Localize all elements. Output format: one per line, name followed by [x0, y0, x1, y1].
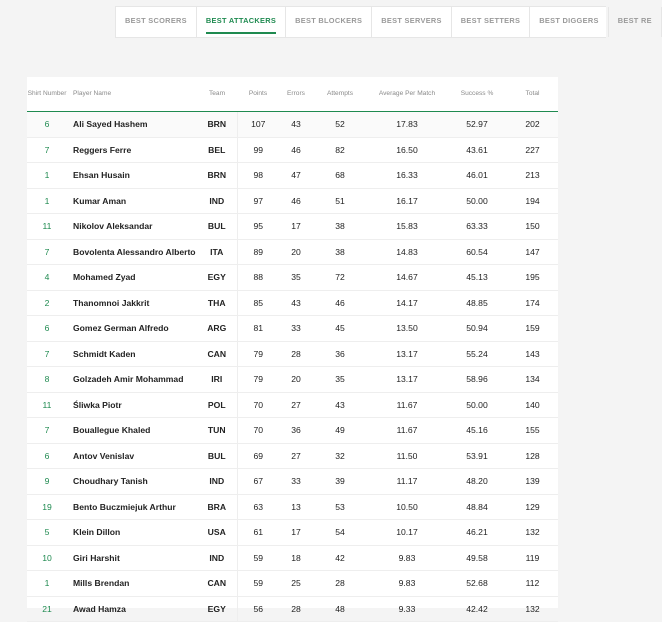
cell-shirt-number: 7	[27, 137, 67, 163]
cell-average-per-match: 14.83	[367, 239, 447, 265]
cell-success-percent: 50.00	[447, 188, 507, 214]
cell-total: 227	[507, 137, 558, 163]
cell-shirt-number: 6	[27, 112, 67, 138]
cell-shirt-number: 7	[27, 239, 67, 265]
cell-team: EGY	[197, 265, 237, 291]
cell-attempts: 35	[313, 367, 367, 393]
cell-average-per-match: 10.50	[367, 494, 447, 520]
cell-success-percent: 52.68	[447, 571, 507, 597]
cell-attempts: 82	[313, 137, 367, 163]
cell-points: 107	[237, 112, 279, 138]
cell-team: THA	[197, 290, 237, 316]
table-row[interactable]	[27, 443, 558, 469]
cell-total: 140	[507, 392, 558, 418]
cell-success-percent: 50.00	[447, 392, 507, 418]
cell-player-name: Ehsan Husain	[67, 163, 197, 189]
cell-total: 194	[507, 188, 558, 214]
cell-total: 143	[507, 341, 558, 367]
cell-team: BEL	[197, 137, 237, 163]
cell-points: 67	[237, 469, 279, 495]
cell-attempts: 38	[313, 214, 367, 240]
cell-success-percent: 48.84	[447, 494, 507, 520]
cell-average-per-match: 16.50	[367, 137, 447, 163]
col-header-player-name[interactable]: Player Name	[67, 77, 197, 112]
cell-success-percent: 49.58	[447, 545, 507, 571]
cell-attempts: 28	[313, 571, 367, 597]
cell-points: 56	[237, 596, 279, 622]
col-header-average-per-match[interactable]: Average Per Match	[367, 77, 447, 112]
table-row[interactable]	[27, 494, 558, 520]
cell-total: 128	[507, 443, 558, 469]
cell-average-per-match: 9.83	[367, 545, 447, 571]
cell-attempts: 36	[313, 341, 367, 367]
cell-errors: 20	[279, 239, 313, 265]
cell-team: CAN	[197, 571, 237, 597]
cell-player-name: Śliwka Piotr	[67, 392, 197, 418]
cell-points: 95	[237, 214, 279, 240]
cell-shirt-number: 8	[27, 367, 67, 393]
cell-player-name: Bouallegue Khaled	[67, 418, 197, 444]
table-row[interactable]	[27, 392, 558, 418]
tab-best-setters[interactable]: BEST SETTERS	[452, 7, 530, 37]
cell-success-percent: 63.33	[447, 214, 507, 240]
cell-average-per-match: 13.50	[367, 316, 447, 342]
cell-errors: 33	[279, 469, 313, 495]
cell-errors: 43	[279, 112, 313, 138]
cell-success-percent: 46.21	[447, 520, 507, 546]
cell-errors: 25	[279, 571, 313, 597]
cell-total: 129	[507, 494, 558, 520]
cell-attempts: 39	[313, 469, 367, 495]
cell-shirt-number: 5	[27, 520, 67, 546]
cell-player-name: Schmidt Kaden	[67, 341, 197, 367]
table-row[interactable]	[27, 367, 558, 393]
cell-total: 139	[507, 469, 558, 495]
cell-shirt-number: 1	[27, 163, 67, 189]
cell-shirt-number: 7	[27, 341, 67, 367]
table-row[interactable]	[27, 214, 558, 240]
table-row[interactable]	[27, 265, 558, 291]
cell-errors: 36	[279, 418, 313, 444]
cell-attempts: 42	[313, 545, 367, 571]
cell-team: POL	[197, 392, 237, 418]
cell-points: 61	[237, 520, 279, 546]
table-row[interactable]	[27, 112, 558, 138]
cell-total: 155	[507, 418, 558, 444]
cell-player-name: Golzadeh Amir Mohammad	[67, 367, 197, 393]
cell-points: 59	[237, 545, 279, 571]
col-header-total[interactable]: Total	[507, 77, 558, 112]
table-row[interactable]	[27, 469, 558, 495]
cell-success-percent: 55.24	[447, 341, 507, 367]
cell-points: 70	[237, 418, 279, 444]
cell-average-per-match: 13.17	[367, 341, 447, 367]
cell-total: 132	[507, 520, 558, 546]
col-header-shirt-number[interactable]: Shirt Number	[27, 77, 67, 112]
cell-errors: 46	[279, 188, 313, 214]
cell-errors: 47	[279, 163, 313, 189]
cell-average-per-match: 11.67	[367, 418, 447, 444]
cell-average-per-match: 16.17	[367, 188, 447, 214]
cell-team: TUN	[197, 418, 237, 444]
tab-best-diggers[interactable]: BEST DIGGERS	[530, 7, 608, 37]
cell-points: 63	[237, 494, 279, 520]
cell-shirt-number: 21	[27, 596, 67, 622]
cell-shirt-number: 11	[27, 214, 67, 240]
cell-player-name: Choudhary Tanish	[67, 469, 197, 495]
cell-errors: 27	[279, 392, 313, 418]
cell-team: BRA	[197, 494, 237, 520]
cell-average-per-match: 11.17	[367, 469, 447, 495]
cell-success-percent: 45.16	[447, 418, 507, 444]
cell-points: 79	[237, 367, 279, 393]
cell-attempts: 49	[313, 418, 367, 444]
stats-table	[27, 77, 558, 622]
table-row[interactable]	[27, 290, 558, 316]
cell-player-name: Ali Sayed Hashem	[67, 112, 197, 138]
cell-team: BUL	[197, 443, 237, 469]
col-header-points[interactable]: Points	[237, 77, 279, 112]
cell-average-per-match: 17.83	[367, 112, 447, 138]
table-header-row	[27, 77, 558, 112]
cell-player-name: Giri Harshit	[67, 545, 197, 571]
cell-total: 174	[507, 290, 558, 316]
table-row[interactable]	[27, 137, 558, 163]
cell-errors: 35	[279, 265, 313, 291]
cell-errors: 28	[279, 341, 313, 367]
cell-attempts: 54	[313, 520, 367, 546]
cell-player-name: Bento Buczmiejuk Arthur	[67, 494, 197, 520]
cell-team: ITA	[197, 239, 237, 265]
cell-errors: 43	[279, 290, 313, 316]
cell-errors: 17	[279, 520, 313, 546]
table-row[interactable]	[27, 571, 558, 597]
cell-player-name: Antov Venislav	[67, 443, 197, 469]
cell-player-name: Mills Brendan	[67, 571, 197, 597]
cell-total: 147	[507, 239, 558, 265]
cell-errors: 33	[279, 316, 313, 342]
cell-team: IRI	[197, 367, 237, 393]
tab-best-receivers[interactable]: BEST RE	[609, 7, 662, 37]
cell-team: BUL	[197, 214, 237, 240]
table-row[interactable]	[27, 596, 558, 622]
cell-shirt-number: 2	[27, 290, 67, 316]
cell-shirt-number: 6	[27, 316, 67, 342]
cell-success-percent: 53.91	[447, 443, 507, 469]
cell-player-name: Gomez German Alfredo	[67, 316, 197, 342]
cell-success-percent: 45.13	[447, 265, 507, 291]
table-row[interactable]	[27, 520, 558, 546]
cell-team: EGY	[197, 596, 237, 622]
cell-total: 159	[507, 316, 558, 342]
cell-attempts: 48	[313, 596, 367, 622]
cell-shirt-number: 1	[27, 188, 67, 214]
table-row[interactable]	[27, 316, 558, 342]
cell-shirt-number: 10	[27, 545, 67, 571]
cell-team: ARG	[197, 316, 237, 342]
tab-best-scorers[interactable]: BEST SCORERS	[116, 7, 197, 37]
cell-team: IND	[197, 188, 237, 214]
cell-points: 70	[237, 392, 279, 418]
cell-attempts: 52	[313, 112, 367, 138]
col-header-success-percent[interactable]: Success %	[447, 77, 507, 112]
tab-best-attackers[interactable]: BEST ATTACKERS	[197, 7, 286, 37]
cell-average-per-match: 15.83	[367, 214, 447, 240]
cell-errors: 18	[279, 545, 313, 571]
cell-total: 134	[507, 367, 558, 393]
cell-team: BRN	[197, 112, 237, 138]
cell-attempts: 45	[313, 316, 367, 342]
cell-points: 97	[237, 188, 279, 214]
col-header-team[interactable]: Team	[197, 77, 237, 112]
cell-points: 85	[237, 290, 279, 316]
cell-average-per-match: 16.33	[367, 163, 447, 189]
cell-success-percent: 42.42	[447, 596, 507, 622]
cell-player-name: Mohamed Zyad	[67, 265, 197, 291]
col-header-errors[interactable]: Errors	[279, 77, 313, 112]
tab-best-blockers[interactable]: BEST BLOCKERS	[286, 7, 372, 37]
cell-shirt-number: 4	[27, 265, 67, 291]
cell-attempts: 51	[313, 188, 367, 214]
cell-player-name: Thanomnoi Jakkrit	[67, 290, 197, 316]
table-row[interactable]	[27, 188, 558, 214]
cell-points: 89	[237, 239, 279, 265]
cell-shirt-number: 9	[27, 469, 67, 495]
cell-success-percent: 43.61	[447, 137, 507, 163]
cell-team: USA	[197, 520, 237, 546]
cell-attempts: 53	[313, 494, 367, 520]
cell-player-name: Reggers Ferre	[67, 137, 197, 163]
cell-success-percent: 46.01	[447, 163, 507, 189]
cell-total: 195	[507, 265, 558, 291]
cell-success-percent: 48.20	[447, 469, 507, 495]
cell-average-per-match: 11.67	[367, 392, 447, 418]
cell-errors: 13	[279, 494, 313, 520]
cell-points: 88	[237, 265, 279, 291]
cell-player-name: Klein Dillon	[67, 520, 197, 546]
cell-shirt-number: 11	[27, 392, 67, 418]
tab-best-servers[interactable]: BEST SERVERS	[372, 7, 452, 37]
table-row[interactable]	[27, 341, 558, 367]
cell-attempts: 68	[313, 163, 367, 189]
cell-shirt-number: 6	[27, 443, 67, 469]
cell-player-name: Nikolov Aleksandar	[67, 214, 197, 240]
cell-total: 202	[507, 112, 558, 138]
col-header-attempts[interactable]: Attempts	[313, 77, 367, 112]
cell-shirt-number: 1	[27, 571, 67, 597]
table-row[interactable]	[27, 239, 558, 265]
cell-success-percent: 50.94	[447, 316, 507, 342]
cell-errors: 28	[279, 596, 313, 622]
cell-average-per-match: 14.17	[367, 290, 447, 316]
cell-success-percent: 52.97	[447, 112, 507, 138]
cell-total: 213	[507, 163, 558, 189]
cell-errors: 27	[279, 443, 313, 469]
cell-attempts: 32	[313, 443, 367, 469]
cell-errors: 20	[279, 367, 313, 393]
cell-team: CAN	[197, 341, 237, 367]
cell-attempts: 43	[313, 392, 367, 418]
cell-average-per-match: 9.83	[367, 571, 447, 597]
cell-points: 81	[237, 316, 279, 342]
stats-table-card	[27, 77, 558, 614]
cell-team: BRN	[197, 163, 237, 189]
cell-success-percent: 58.96	[447, 367, 507, 393]
cell-player-name: Awad Hamza	[67, 596, 197, 622]
table-row[interactable]	[27, 545, 558, 571]
cell-player-name: Bovolenta Alessandro Alberto	[67, 239, 197, 265]
cell-shirt-number: 19	[27, 494, 67, 520]
cell-team: IND	[197, 545, 237, 571]
cell-total: 150	[507, 214, 558, 240]
cell-average-per-match: 11.50	[367, 443, 447, 469]
cell-points: 98	[237, 163, 279, 189]
cell-success-percent: 48.85	[447, 290, 507, 316]
cell-shirt-number: 7	[27, 418, 67, 444]
cell-total: 132	[507, 596, 558, 622]
cell-points: 59	[237, 571, 279, 597]
cell-attempts: 38	[313, 239, 367, 265]
cell-player-name: Kumar Aman	[67, 188, 197, 214]
cell-points: 79	[237, 341, 279, 367]
cell-average-per-match: 14.67	[367, 265, 447, 291]
table-row[interactable]	[27, 418, 558, 444]
cell-errors: 46	[279, 137, 313, 163]
table-row[interactable]	[27, 163, 558, 189]
cell-success-percent: 60.54	[447, 239, 507, 265]
cell-average-per-match: 10.17	[367, 520, 447, 546]
cell-attempts: 72	[313, 265, 367, 291]
cell-average-per-match: 13.17	[367, 367, 447, 393]
cell-total: 119	[507, 545, 558, 571]
cell-attempts: 46	[313, 290, 367, 316]
stat-tabs	[115, 6, 652, 38]
cell-points: 99	[237, 137, 279, 163]
cell-total: 112	[507, 571, 558, 597]
cell-average-per-match: 9.33	[367, 596, 447, 622]
cell-errors: 17	[279, 214, 313, 240]
cell-team: IND	[197, 469, 237, 495]
cell-points: 69	[237, 443, 279, 469]
